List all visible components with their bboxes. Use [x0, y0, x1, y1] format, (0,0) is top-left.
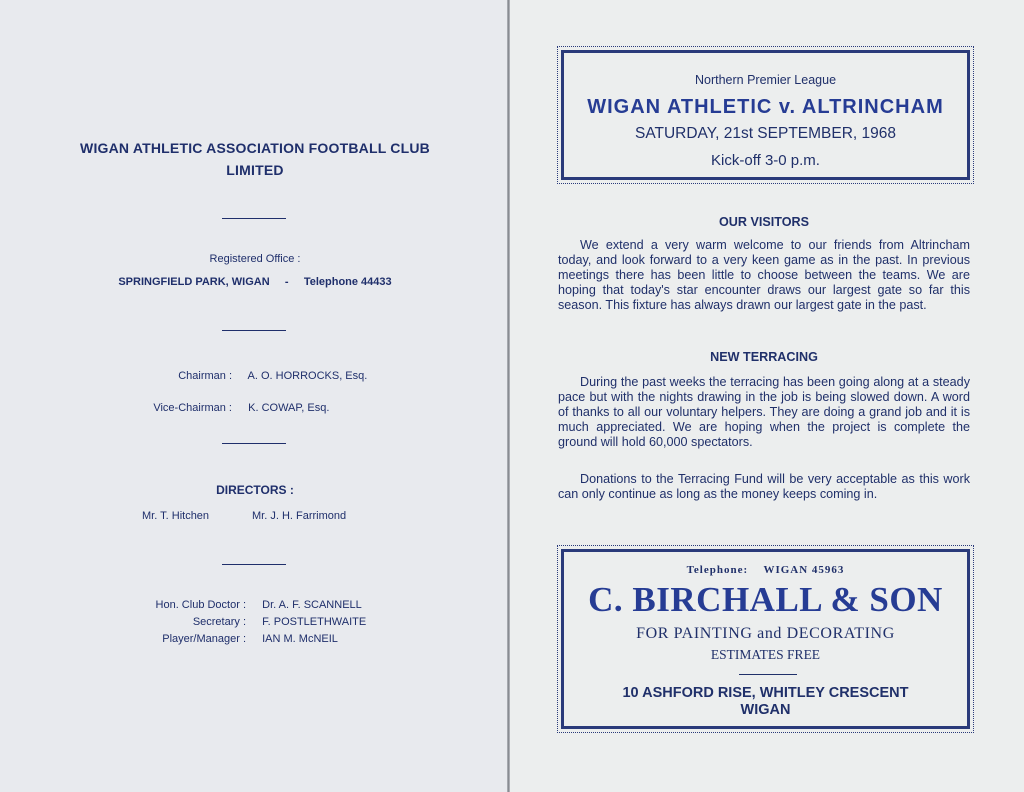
club-doctor-role: Hon. Club Doctor : [155, 599, 246, 611]
director-1: Mr. T. Hitchen [142, 510, 210, 522]
advert-address-line2: WIGAN [740, 702, 791, 718]
terracing-heading: NEW TERRACING [710, 350, 818, 364]
player-manager-role: Player/Manager : [162, 633, 246, 645]
fixture-box [561, 50, 970, 180]
divider-4 [222, 564, 286, 565]
divider-3 [222, 443, 286, 444]
advert-business-name: C. BIRCHALL & SON [588, 580, 943, 619]
player-manager-row [100, 633, 338, 645]
club-name [40, 137, 470, 181]
advert-telephone [564, 564, 967, 576]
divider-1 [222, 218, 286, 219]
birchall-advert [561, 549, 970, 729]
visitors-heading: OUR VISITORS [718, 215, 810, 229]
registered-office-address: SPRINGFIELD PARK, WIGAN [118, 276, 270, 288]
advert-services: FOR PAINTING and DECORATING [636, 625, 895, 642]
registered-office-dash: - [284, 276, 289, 288]
secretary-name: F. POSTLETHWAITE [262, 616, 367, 628]
kickoff-time: Kick-off 3-0 p.m. [711, 152, 820, 169]
vice-chairman-name: K. COWAP, Esq. [248, 402, 330, 414]
donations-paragraph: Donations to the Terracing Fund will be very acceptable as this work can only continue as long as the money keeps coming in. [558, 472, 970, 501]
visitors-paragraph: We extend a very warm welcome to our friends from Altrincham today, and look forward to a very keen game as in the past. In previous meetings there has been little to choose between the teams. We are hoping that today's star encounter draws our largest gate so far this season. This fixture has always drawn our largest gate in the past. [558, 238, 970, 312]
registered-office-phone: Telephone 44433 [303, 276, 392, 288]
advert-address [564, 685, 967, 719]
club-name-line1: WIGAN ATHLETIC ASSOCIATION FOOTBALL CLUB [80, 140, 430, 156]
advert-address-line1: 10 ASHFORD RISE, WHITLEY CRESCENT [622, 685, 909, 701]
left-page [0, 0, 508, 792]
directors-heading: DIRECTORS : [216, 483, 294, 497]
player-manager-name: IAN M. McNEIL [262, 633, 338, 645]
divider-2 [222, 330, 286, 331]
advert-telephone-number: WIGAN 45963 [763, 564, 845, 576]
vice-chairman-row [100, 402, 329, 414]
registered-office-label: Registered Office : [209, 253, 301, 265]
vice-chairman-role: Vice-Chairman : [153, 402, 232, 414]
advert-telephone-label: Telephone: [686, 564, 749, 576]
advert-divider [739, 674, 797, 675]
match-title: WIGAN ATHLETIC v. ALTRINCHAM [587, 96, 944, 118]
chairman-name: A. O. HORROCKS, Esq. [247, 370, 368, 382]
advert-estimates: ESTIMATES FREE [710, 647, 821, 662]
chairman-row [100, 370, 367, 382]
terracing-paragraph: During the past weeks the terracing has been going along at a steady pace but with the nights drawing in the job is being slowed down. A word of thanks to all our voluntary helpers. They are doing a grand job and it is much appreciated. We are hoping when the project is complete the ground will hold 60,000 spectators. [558, 375, 970, 449]
club-name-line2: LIMITED [226, 162, 284, 178]
right-page [510, 0, 1024, 792]
club-doctor-name: Dr. A. F. SCANNELL [262, 599, 362, 611]
director-2: Mr. J. H. Farrimond [252, 510, 347, 522]
match-date: SATURDAY, 21st SEPTEMBER, 1968 [634, 125, 897, 142]
secretary-row [100, 616, 366, 628]
registered-office-line [40, 276, 470, 288]
secretary-role: Secretary : [192, 616, 246, 628]
club-doctor-row [100, 599, 362, 611]
chairman-role: Chairman : [178, 370, 232, 382]
league-name: Northern Premier League [694, 73, 837, 87]
